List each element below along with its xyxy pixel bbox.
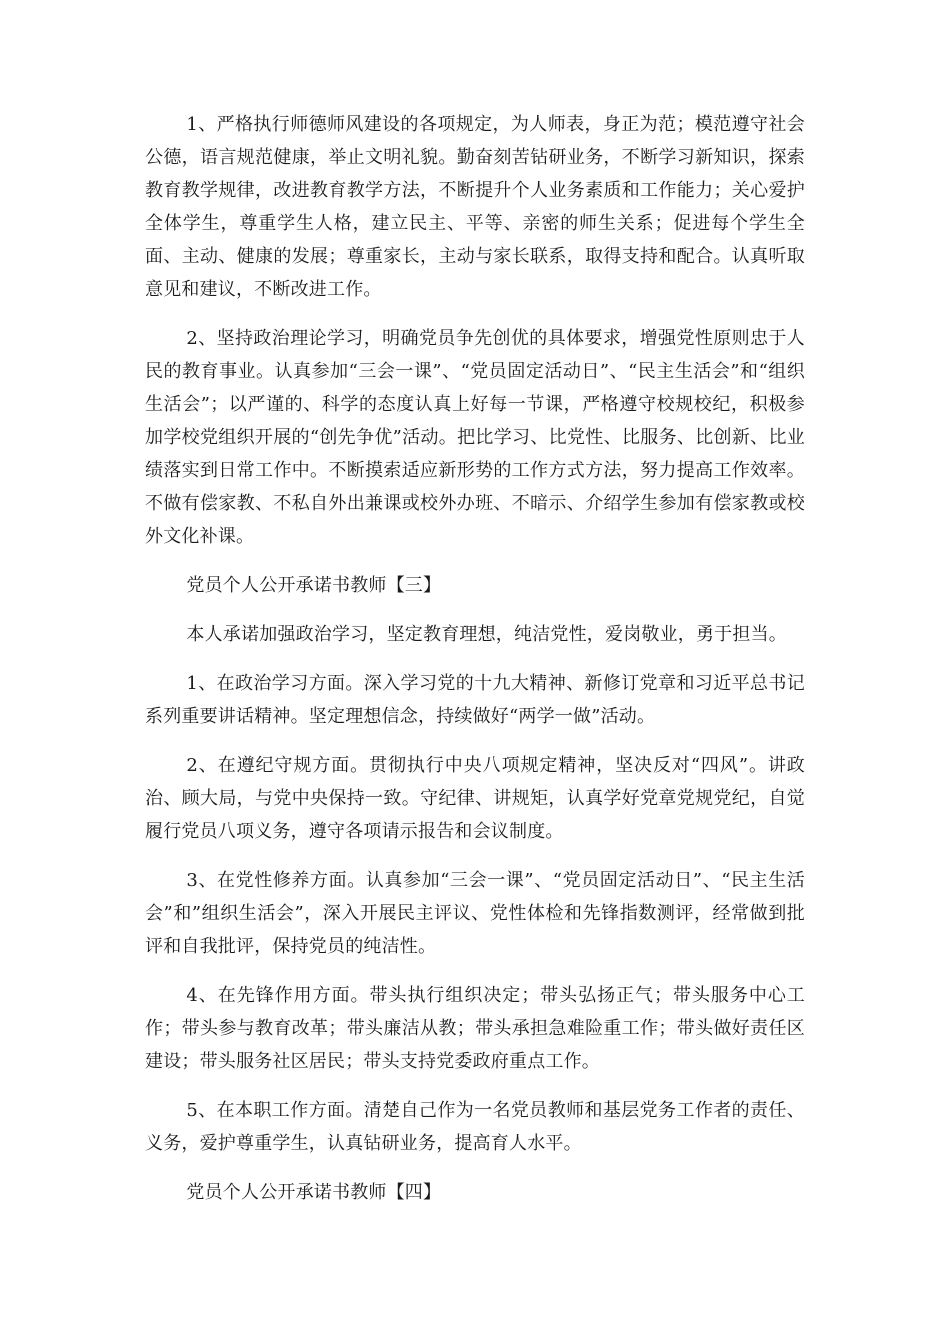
document-page bbox=[145, 108, 805, 1225]
paragraph-intro-3: 本人承诺加强政治学习，坚定教育理想，纯洁党性，爱岗敬业，勇于担当。 bbox=[186, 624, 787, 645]
paragraph-commitment-2: 2、坚持政治理论学习，明确党员争先创优的具体要求，增强党性原则忠于人民的教育事业。认真参加“三会一课”、“党员固定活动日”、“民主生活会”和“组织生活会”；以严谨的、科学的态度认真上好每一节课，严格遵守校规校纪，积极参加学校党组织开展的“创先争优”活动。把比学习、比党性、比服务、比创新、比业绩落实到日常工作中。不断摸索适应新形势的工作方式方法，努力提高工作效率。不做有偿家教、不私自外出兼课或校外办班、不暗示、介绍学生参加有偿家教或校外文化补课。 bbox=[145, 328, 805, 547]
paragraph-discipline: 2、在遵纪守规方面。贯彻执行中央八项规定精神，坚决反对“四风”。讲政治、顾大局，与党中央保持一致。守纪律、讲规矩，认真学好党章党规党纪，自觉履行党员八项义务，遵守各项请示报告和会议制度。 bbox=[145, 755, 805, 842]
paragraph-vanguard-role: 4、在先锋作用方面。带头执行组织决定；带头弘扬正气；带头服务中心工作；带头参与教育改革；带头廉洁从教；带头承担急难险重工作；带头做好责任区建设；带头服务社区居民；带头支持党委政府重点工作。 bbox=[145, 985, 805, 1072]
section-heading-4: 党员个人公开承诺书教师【四】 bbox=[186, 1182, 442, 1203]
paragraph-political-study: 1、在政治学习方面。深入学习党的十九大精神、新修订党章和习近平总书记系列重要讲话精神。坚定理想信念，持续做好“两学一做”活动。 bbox=[145, 673, 805, 727]
section-heading-3: 党员个人公开承诺书教师【三】 bbox=[186, 575, 442, 596]
paragraph-commitment-1: 1、严格执行师德师风建设的各项规定，为人师表，身正为范；模范遵守社会公德，语言规范健康，举止文明礼貌。勤奋刻苦钻研业务，不断学习新知识，探索教育教学规律，改进教育教学方法，不断提升个人业务素质和工作能力；关心爱护全体学生，尊重学生人格，建立民主、平等、亲密的师生关系；促进每个学生全面、主动、健康的发展；尊重家长，主动与家长联系，取得支持和配合。认真听取意见和建议，不断改进工作。 bbox=[145, 114, 805, 300]
paragraph-job-duty: 5、在本职工作方面。清楚自己作为一名党员教师和基层党务工作者的责任、义务，爱护尊重学生，认真钻研业务，提高育人水平。 bbox=[145, 1100, 805, 1154]
paragraph-party-spirit: 3、在党性修养方面。认真参加“三会一课”、“党员固定活动日”、“民主生活会”和”组织生活会”，深入开展民主评议、党性体检和先锋指数测评，经常做到批评和自我批评，保持党员的纯洁性。 bbox=[145, 870, 805, 957]
